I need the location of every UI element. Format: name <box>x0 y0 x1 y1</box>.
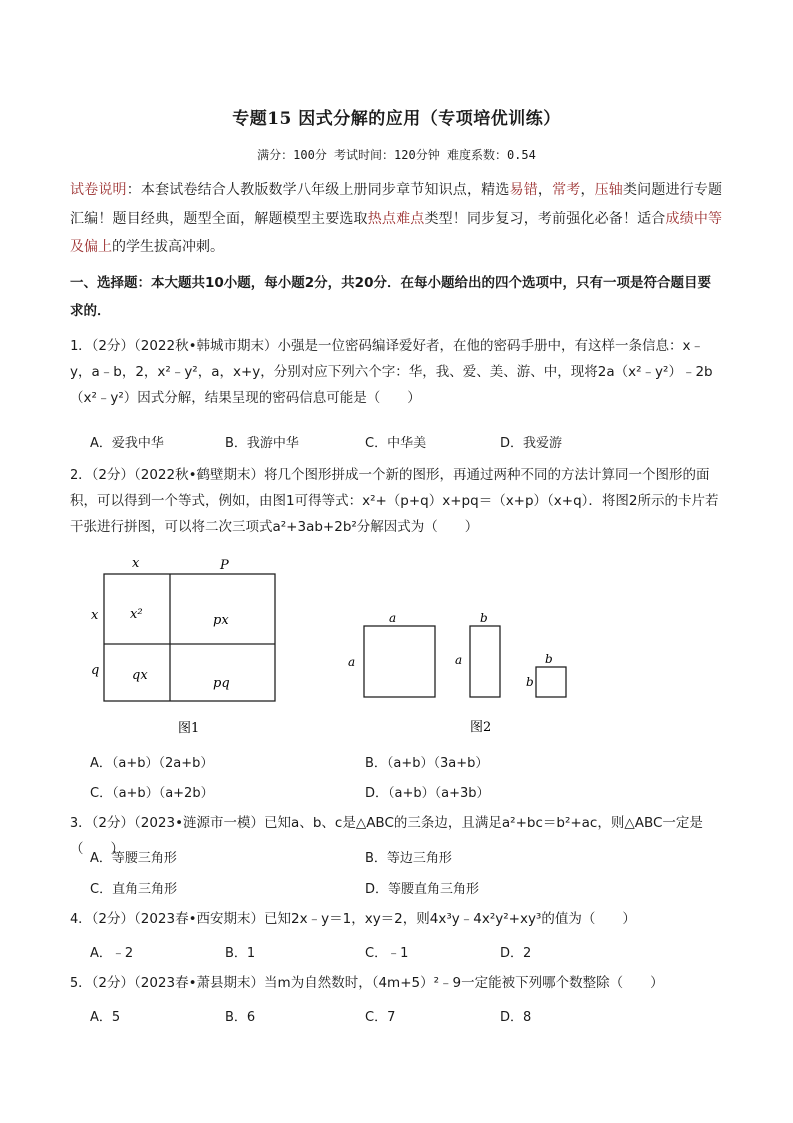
highlight-target-students: 成绩中等及偏上 <box>70 210 723 255</box>
option-b: B．1 <box>225 946 256 961</box>
section-heading: 一、选择题：本大题共10小题，每小题2分，共20分．在每小题给出的四个选项中，只有一项是符合题目要求的． <box>70 275 711 319</box>
fig2-square-b-top: b <box>545 652 553 666</box>
option-a: A．等腰三角形 <box>90 851 177 866</box>
description-label: 试卷说明 <box>70 182 127 198</box>
option-a: A．爱我中华 <box>90 436 164 451</box>
option-a: A．（a+b）（2a+b） <box>90 756 214 771</box>
fig1-cell-x2: x² <box>130 607 143 622</box>
question-text: （2分）（2023•涟源市一模）已知a、b、c是△ABC的三条边，且满足a²+bc＝b²+ac，则△ABC一定是（ ） <box>70 815 703 857</box>
question-number: 4． <box>70 911 92 927</box>
question-2 <box>70 462 722 540</box>
option-b: B．我游中华 <box>225 436 299 451</box>
question-text: （2分）（2023春•萧县期末）当m为自然数时，（4m+5）²﹣9一定能被下列哪个数整除（ ） <box>91 975 664 991</box>
highlight-finale: 压轴 <box>594 182 623 198</box>
question-text: （2分）（2023春•西安期末）已知2x﹣y＝1，xy＝2，则4x³y﹣4x²y²+xy³的值为（ ） <box>91 911 636 927</box>
option-c: C．7 <box>365 1010 396 1025</box>
option-d: D．（a+b）（a+3b） <box>365 786 490 801</box>
figure-2 <box>340 600 580 742</box>
option-b: B．6 <box>225 1010 256 1025</box>
fig1-caption: 图1 <box>178 721 200 736</box>
option-d: D．2 <box>500 946 532 961</box>
question-number: 1． <box>70 338 92 354</box>
fig2-rect-top: b <box>480 611 488 625</box>
option-c: C．中华美 <box>365 436 427 451</box>
exam-meta: 满分：100分 考试时间：120分钟 难度系数：0.54 <box>257 148 536 162</box>
fig1-label-top-p: P <box>220 558 229 573</box>
highlight-error-prone: 易错 <box>509 182 538 198</box>
option-c: C．﹣1 <box>365 946 409 961</box>
fig1-cell-qx: qx <box>132 668 148 683</box>
exam-description: 试卷说明：本套试卷结合人教版数学八年级上册同步章节知识点，精选易错，常考，压轴类问题进行专题汇编！题目经典，题型全面，解题模型主要选取热点难点类型！同步复习，考前强化必备！适合成绩中等及偏上的学生拔高冲刺。 <box>70 182 723 255</box>
fig1-outer-rect <box>104 574 275 701</box>
fig1-label-top-x: x <box>132 556 140 571</box>
question-4 <box>70 906 722 932</box>
option-d: D．等腰直角三角形 <box>365 882 480 897</box>
option-d: D．我爱游 <box>500 436 563 451</box>
question-1 <box>70 333 722 411</box>
question-text: （2分）（2022秋•鹤壁期末）将几个图形拼成一个新的图形，再通过两种不同的方法计算同一个图形的面积，可以得到一个等式，例如，由图1可得等式：x²+（p+q）x+pq＝（x+p）（x+q）．将图2所示的卡片若干张进行拼图，可以将二次三项式a²+3ab+2b²分解因式为（ ） <box>70 467 719 535</box>
fig2-square-a-left: a <box>348 655 356 669</box>
fig1-label-left-x: x <box>91 608 99 623</box>
fig2-square-b <box>536 667 566 697</box>
highlight-hot-hard: 热点难点 <box>367 210 425 227</box>
figure-1 <box>80 552 290 742</box>
highlight-common: 常考 <box>552 182 581 198</box>
fig1-label-left-q: q <box>91 663 100 678</box>
fig2-caption: 图2 <box>470 720 492 735</box>
question-number: 3． <box>70 815 92 831</box>
fig2-rect-ab <box>470 626 500 697</box>
question-number: 2． <box>70 467 92 483</box>
fig1-cell-px: px <box>213 613 229 628</box>
fig2-rect-left: a <box>455 653 463 667</box>
question-text: （2分）（2022秋•韩城市期末）小强是一位密码编译爱好者，在他的密码手册中，有这样一条信息：x﹣y，a﹣b，2，x²﹣y²，a，x+y，分别对应下列六个字：华，我、爱、美、游、中，现将2a（x²﹣y²）﹣2b（x²﹣y²）因式分解，结果呈现的密码信息可能是（ ） <box>70 338 713 406</box>
fig2-square-a-top: a <box>389 611 397 625</box>
option-d: D．8 <box>500 1010 532 1025</box>
question-5 <box>70 970 722 996</box>
option-a: A．﹣2 <box>90 946 134 961</box>
fig1-cell-pq: pq <box>213 676 230 691</box>
option-c: C．（a+b）（a+2b） <box>90 786 214 801</box>
fig2-square-b-left: b <box>526 675 534 689</box>
option-c: C．直角三角形 <box>90 882 178 897</box>
question-number: 5． <box>70 975 92 991</box>
option-b: B．等边三角形 <box>365 851 452 866</box>
page-title: 专题15 因式分解的应用（专项培优训练） <box>232 109 561 129</box>
option-a: A．5 <box>90 1010 121 1025</box>
option-b: B．（a+b）（3a+b） <box>365 756 489 771</box>
fig2-square-a <box>364 626 435 697</box>
